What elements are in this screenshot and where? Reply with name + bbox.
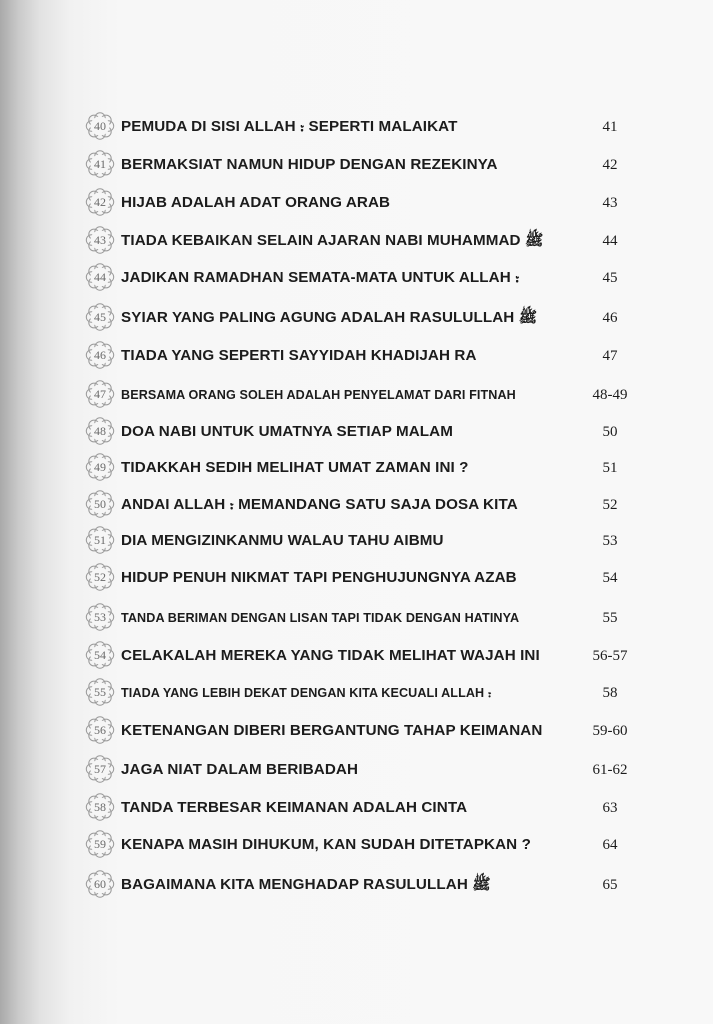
chapter-number: 57: [94, 762, 106, 776]
chapter-title: TIADA KEBAIKAN SELAIN AJARAN NABI MUHAMMAD ﷺ: [121, 232, 544, 249]
chapter-title: SYIAR YANG PALING AGUNG ADALAH RASULULLAH ﷺ: [121, 309, 538, 326]
chapter-number-badge: [84, 602, 116, 632]
chapter-number-badge: [84, 869, 116, 899]
chapter-number-badge: [84, 525, 116, 555]
toc-row[interactable]: [0, 341, 713, 371]
chapter-number: 54: [94, 648, 106, 662]
chapter-title: TANDA TERBESAR KEIMANAN ADALAH CINTA: [121, 799, 468, 816]
chapter-number-badge: [84, 149, 116, 179]
chapter-title: JADIKAN RAMADHAN SEMATA-MATA UNTUK ALLAH ⹎: [121, 269, 520, 286]
toc-row[interactable]: [0, 490, 713, 520]
chapter-number: 42: [94, 195, 106, 209]
page-number: 44: [602, 233, 618, 249]
page-number: 64: [602, 837, 618, 853]
chapter-number-badge: [84, 452, 116, 482]
chapter-number-badge: [84, 262, 116, 292]
chapter-title: HIJAB ADALAH ADAT ORANG ARAB: [121, 194, 391, 211]
chapter-number-badge: [84, 187, 116, 217]
page-number: 53: [602, 533, 618, 549]
chapter-number: 44: [94, 270, 106, 284]
chapter-number: 59: [94, 837, 106, 851]
toc-row[interactable]: [0, 830, 713, 860]
chapter-number: 51: [94, 533, 106, 547]
chapter-number-badge: [84, 792, 116, 822]
chapter-number: 40: [94, 119, 106, 133]
chapter-title: JAGA NIAT DALAM BERIBADAH: [121, 761, 359, 778]
chapter-number-badge: [84, 715, 116, 745]
chapter-title: BERSAMA ORANG SOLEH ADALAH PENYELAMAT DARI FITNAH: [121, 388, 516, 402]
chapter-title: TIADA YANG SEPERTI SAYYIDAH KHADIJAH RA: [121, 347, 477, 364]
chapter-number-badge: [84, 829, 116, 859]
chapter-number-badge: [84, 302, 116, 332]
chapter-number-badge: [84, 640, 116, 670]
chapter-number-badge: [84, 340, 116, 370]
chapter-number: 48: [94, 424, 106, 438]
chapter-number: 43: [94, 233, 106, 247]
chapter-number: 56: [94, 723, 106, 737]
page-number: 54: [602, 570, 618, 586]
toc-row[interactable]: [0, 112, 713, 142]
chapter-number: 45: [94, 310, 106, 324]
chapter-title: DIA MENGIZINKANMU WALAU TAHU AIBMU: [121, 532, 444, 549]
page-number: 51: [602, 460, 618, 476]
chapter-title: TIADA YANG LEBIH DEKAT DENGAN KITA KECUALI ALLAH ⹎: [121, 686, 492, 700]
chapter-number-badge: [84, 225, 116, 255]
chapter-number: 60: [94, 877, 106, 891]
chapter-title: BAGAIMANA KITA MENGHADAP RASULULLAH ﷺ: [121, 876, 491, 893]
page-number: 46: [602, 310, 618, 326]
chapter-number: 46: [94, 348, 106, 362]
toc-row[interactable]: [0, 226, 713, 256]
chapter-number-badge: [84, 379, 116, 409]
page-number: 43: [602, 195, 618, 211]
page-number: 47: [602, 348, 618, 364]
chapter-number-badge: [84, 416, 116, 446]
chapter-number: 55: [94, 685, 106, 699]
page-number: 58: [602, 685, 618, 701]
page-number: 42: [602, 157, 618, 173]
chapter-title: ANDAI ALLAH ⹎ MEMANDANG SATU SAJA DOSA KITA: [121, 496, 518, 513]
chapter-number: 53: [94, 610, 106, 624]
toc-row[interactable]: [0, 453, 713, 483]
toc-row[interactable]: [0, 755, 713, 785]
toc-row[interactable]: [0, 641, 713, 671]
toc-row[interactable]: [0, 603, 713, 633]
chapter-title: TANDA BERIMAN DENGAN LISAN TAPI TIDAK DENGAN HATINYA: [121, 611, 520, 625]
page-number: 56-57: [592, 648, 628, 664]
page-number: 52: [602, 497, 618, 513]
toc-row[interactable]: [0, 678, 713, 708]
chapter-number: 50: [94, 497, 106, 511]
page-number: 41: [602, 119, 618, 135]
page-number: 59-60: [592, 723, 628, 739]
chapter-number: 49: [94, 460, 106, 474]
chapter-title: KETENANGAN DIBERI BERGANTUNG TAHAP KEIMANAN: [121, 722, 543, 739]
chapter-number-badge: [84, 562, 116, 592]
toc-row[interactable]: [0, 793, 713, 823]
toc-row[interactable]: [0, 716, 713, 746]
chapter-title: KENAPA MASIH DIHUKUM, KAN SUDAH DITETAPKAN ?: [121, 836, 531, 853]
page-number: 45: [602, 270, 618, 286]
page-number: 50: [602, 424, 618, 440]
chapter-title: BERMAKSIAT NAMUN HIDUP DENGAN REZEKINYA: [121, 156, 498, 173]
chapter-number: 41: [94, 157, 106, 171]
page-number: 61-62: [592, 762, 628, 778]
chapter-title: HIDUP PENUH NIKMAT TAPI PENGHUJUNGNYA AZAB: [121, 569, 517, 586]
toc-row[interactable]: [0, 263, 713, 293]
chapter-title: DOA NABI UNTUK UMATNYA SETIAP MALAM: [121, 423, 453, 440]
chapter-number: 58: [94, 800, 106, 814]
toc-row[interactable]: [0, 870, 713, 900]
toc-row[interactable]: [0, 526, 713, 556]
page-number: 55: [602, 610, 618, 626]
page-number: 48-49: [592, 387, 628, 403]
chapter-number-badge: [84, 489, 116, 519]
toc-row[interactable]: [0, 150, 713, 180]
chapter-title: PEMUDA DI SISI ALLAH ⹎ SEPERTI MALAIKAT: [121, 118, 458, 135]
toc-row[interactable]: [0, 303, 713, 333]
chapter-title: CELAKALAH MEREKA YANG TIDAK MELIHAT WAJAH INI: [121, 647, 540, 664]
chapter-number-badge: [84, 677, 116, 707]
chapter-number-badge: [84, 111, 116, 141]
chapter-number: 47: [94, 387, 106, 401]
toc-row[interactable]: [0, 380, 713, 410]
chapter-number: 52: [94, 570, 106, 584]
page-number: 65: [602, 877, 618, 893]
toc-row[interactable]: [0, 417, 713, 447]
toc-row[interactable]: [0, 188, 713, 218]
chapter-title: TIDAKKAH SEDIH MELIHAT UMAT ZAMAN INI ?: [121, 459, 469, 476]
page-number: 63: [602, 800, 618, 816]
chapter-number-badge: [84, 754, 116, 784]
toc-row[interactable]: [0, 563, 713, 593]
